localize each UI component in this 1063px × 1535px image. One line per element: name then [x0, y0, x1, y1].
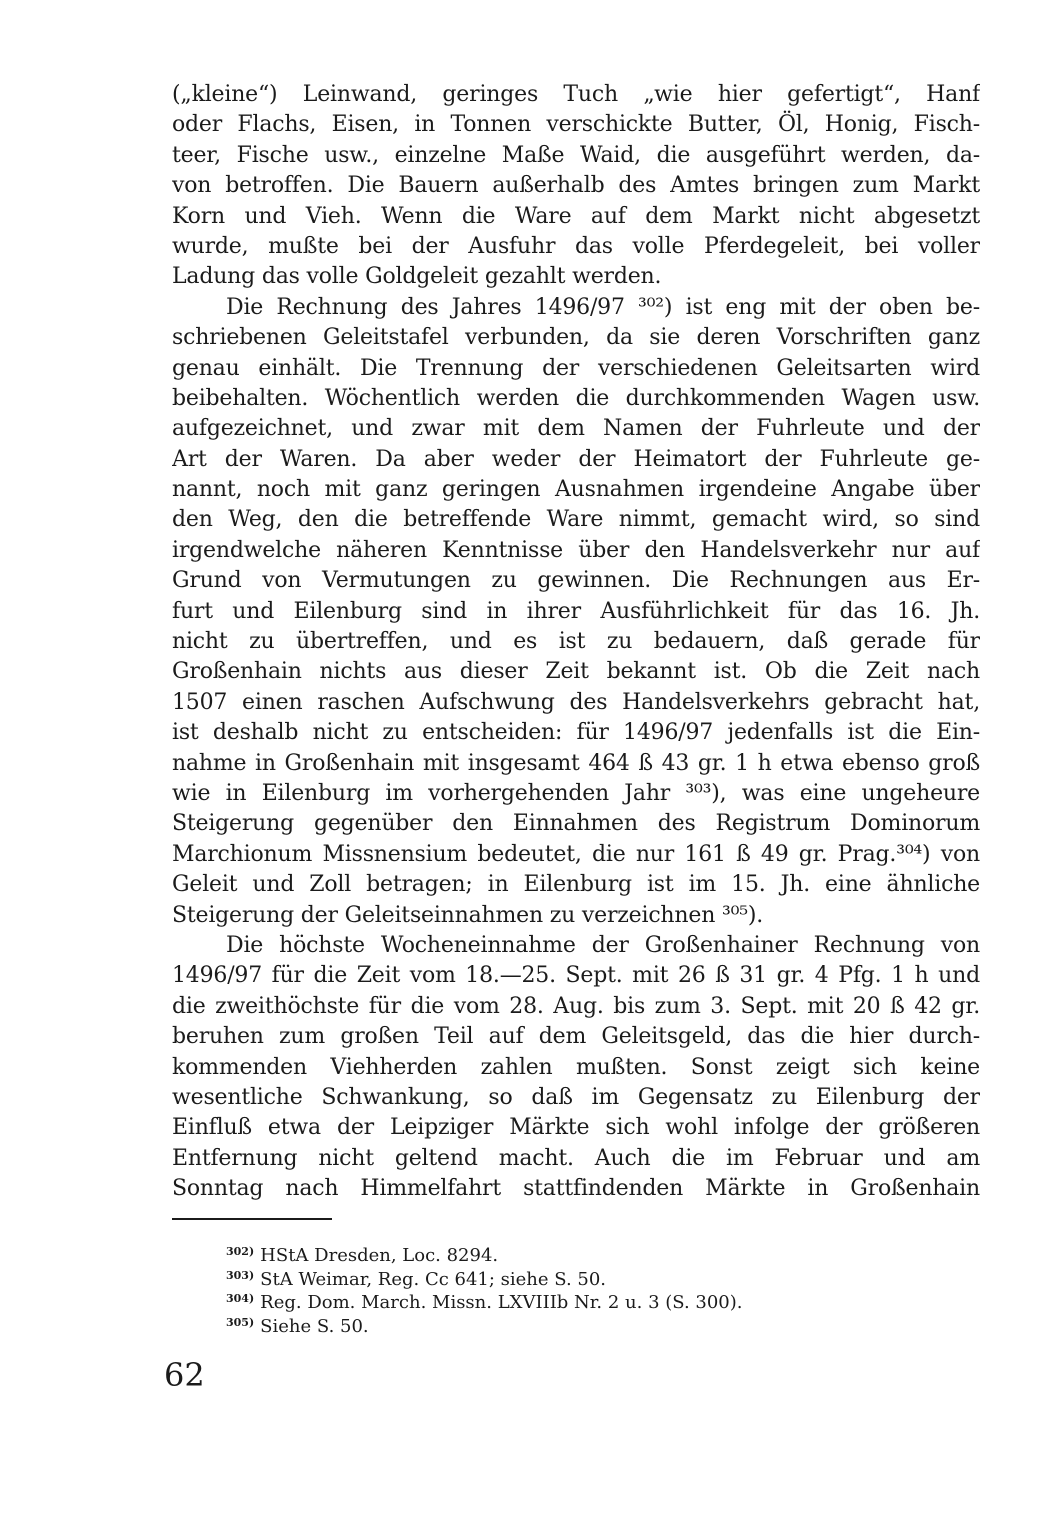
text-line: Grund von Vermutungen zu gewinnen. Die Rechnungen aus Er- [172, 568, 980, 594]
footnote-marker: 303) [226, 1268, 255, 1282]
text-line: 1507 einen raschen Aufschwung des Handelsverkehrs gebracht hat, [172, 689, 980, 715]
text-line: Die höchste Wocheneinnahme der Großenhainer Rechnung von [226, 932, 980, 958]
text-line: den Weg, den die betreffende Ware nimmt, gemacht wird, so sind [172, 507, 980, 533]
footnote-text: Reg. Dom. March. Missn. LXVIIIb Nr. 2 u. 3 (S. 300). [260, 1292, 743, 1314]
text-line: Steigerung gegenüber den Einnahmen des Registrum Dominorum [172, 811, 980, 837]
text-line: furt und Eilenburg sind in ihrer Ausführlichkeit für das 16. Jh. [172, 598, 980, 624]
text-line: nahme in Großenhain mit insgesamt 464 ß 43 gr. 1 h etwa ebenso groß [172, 750, 980, 776]
text-line: ist deshalb nicht zu entscheiden: für 1496/97 jedenfalls ist die Ein- [172, 720, 980, 746]
text-line: von betroffen. Die Bauern außerhalb des Amtes bringen zum Markt [172, 173, 980, 199]
footnote [226, 1311, 946, 1335]
text-line: Großenhain nichts aus dieser Zeit bekannt ist. Ob die Zeit nach [172, 659, 980, 685]
footnote [226, 1240, 946, 1264]
text-line: beruhen zum großen Teil auf dem Geleitsgeld, das die hier durch- [172, 1024, 980, 1050]
text-line: Ladung das volle Goldgeleit gezahlt werden. [172, 264, 662, 290]
text-line: Marchionum Missnensium bedeutet, die nur 161 ß 49 gr. Prag.³⁰⁴) von [172, 841, 980, 867]
text-line: Einfluß etwa der Leipziger Märkte sich wohl infolge der größeren [172, 1115, 980, 1141]
text-line: schriebenen Geleitstafel verbunden, da sie deren Vorschriften ganz [172, 325, 980, 351]
text-line: beibehalten. Wöchentlich werden die durchkommenden Wagen usw. [172, 385, 980, 411]
text-line: Die Rechnung des Jahres 1496/97 ³⁰²) ist eng mit der oben be- [226, 294, 980, 320]
text-line: irgendwelche näheren Kenntnisse über den Handelsverkehr nur auf [172, 537, 980, 563]
main-text-column [172, 80, 980, 1204]
text-line: nannt, noch mit ganz geringen Ausnahmen irgendeine Angabe über [172, 477, 980, 503]
footnote-marker: 302) [226, 1245, 255, 1258]
footnote-text: StA Weimar, Reg. Cc 641; siehe S. 50. [260, 1268, 607, 1290]
footnote-marker: 305) [226, 1315, 255, 1329]
text-line: wesentliche Schwankung, so daß im Gegensatz zu Eilenburg der [172, 1084, 980, 1110]
footnotes-section [226, 1240, 946, 1337]
footnote-text: HStA Dresden, Loc. 8294. [260, 1245, 499, 1266]
text-line: 1496/97 für die Zeit vom 18.—25. Sept. mit 26 ß 31 gr. 4 Pfg. 1 h und [172, 963, 980, 989]
text-line: Art der Waren. Da aber weder der Heimatort der Fuhrleute ge- [172, 446, 980, 472]
text-line: Entfernung nicht geltend macht. Auch die im Februar und am [172, 1145, 980, 1171]
footnote [226, 1287, 946, 1314]
footnote [226, 1264, 946, 1288]
text-line: aufgezeichnet, und zwar mit dem Namen der Fuhrleute und der [172, 416, 980, 442]
footnote-divider [172, 1218, 332, 1220]
text-line: die zweithöchste für die vom 28. Aug. bis zum 3. Sept. mit 20 ß 42 gr. [172, 993, 980, 1019]
text-line: wurde, mußte bei der Ausfuhr das volle Pferdegeleit, bei voller [172, 233, 980, 259]
text-line: kommenden Viehherden zahlen mußten. Sonst zeigt sich keine [172, 1054, 980, 1080]
page-number: 62 [164, 1356, 205, 1394]
footnote-marker: 304) [226, 1292, 255, 1306]
text-line: wie in Eilenburg im vorhergehenden Jahr ³⁰³), was eine ungeheure [172, 780, 980, 806]
text-line: Steigerung der Geleitseinnahmen zu verzeichnen ³⁰⁵). [172, 902, 763, 928]
footnote-text: Siehe S. 50. [260, 1315, 369, 1337]
text-line: Sonntag nach Himmelfahrt stattfindenden Märkte in Großenhain [172, 1176, 980, 1202]
text-line: („kleine“) Leinwand, geringes Tuch „wie hier gefertigt“, Hanf [172, 82, 980, 107]
text-line: teer, Fische usw., einzelne Maße Waid, die ausgeführt werden, da- [172, 142, 980, 168]
text-line: Geleit und Zoll betragen; in Eilenburg ist im 15. Jh. eine ähnliche [172, 872, 980, 898]
text-line: Korn und Vieh. Wenn die Ware auf dem Markt nicht abgesetzt [172, 203, 980, 229]
text-line: oder Flachs, Eisen, in Tonnen verschickte Butter, Öl, Honig, Fisch- [172, 112, 980, 138]
text-line: genau einhält. Die Trennung der verschiedenen Geleitsarten wird [172, 355, 980, 381]
text-line: nicht zu übertreffen, und es ist zu bedauern, daß gerade für [172, 629, 980, 655]
